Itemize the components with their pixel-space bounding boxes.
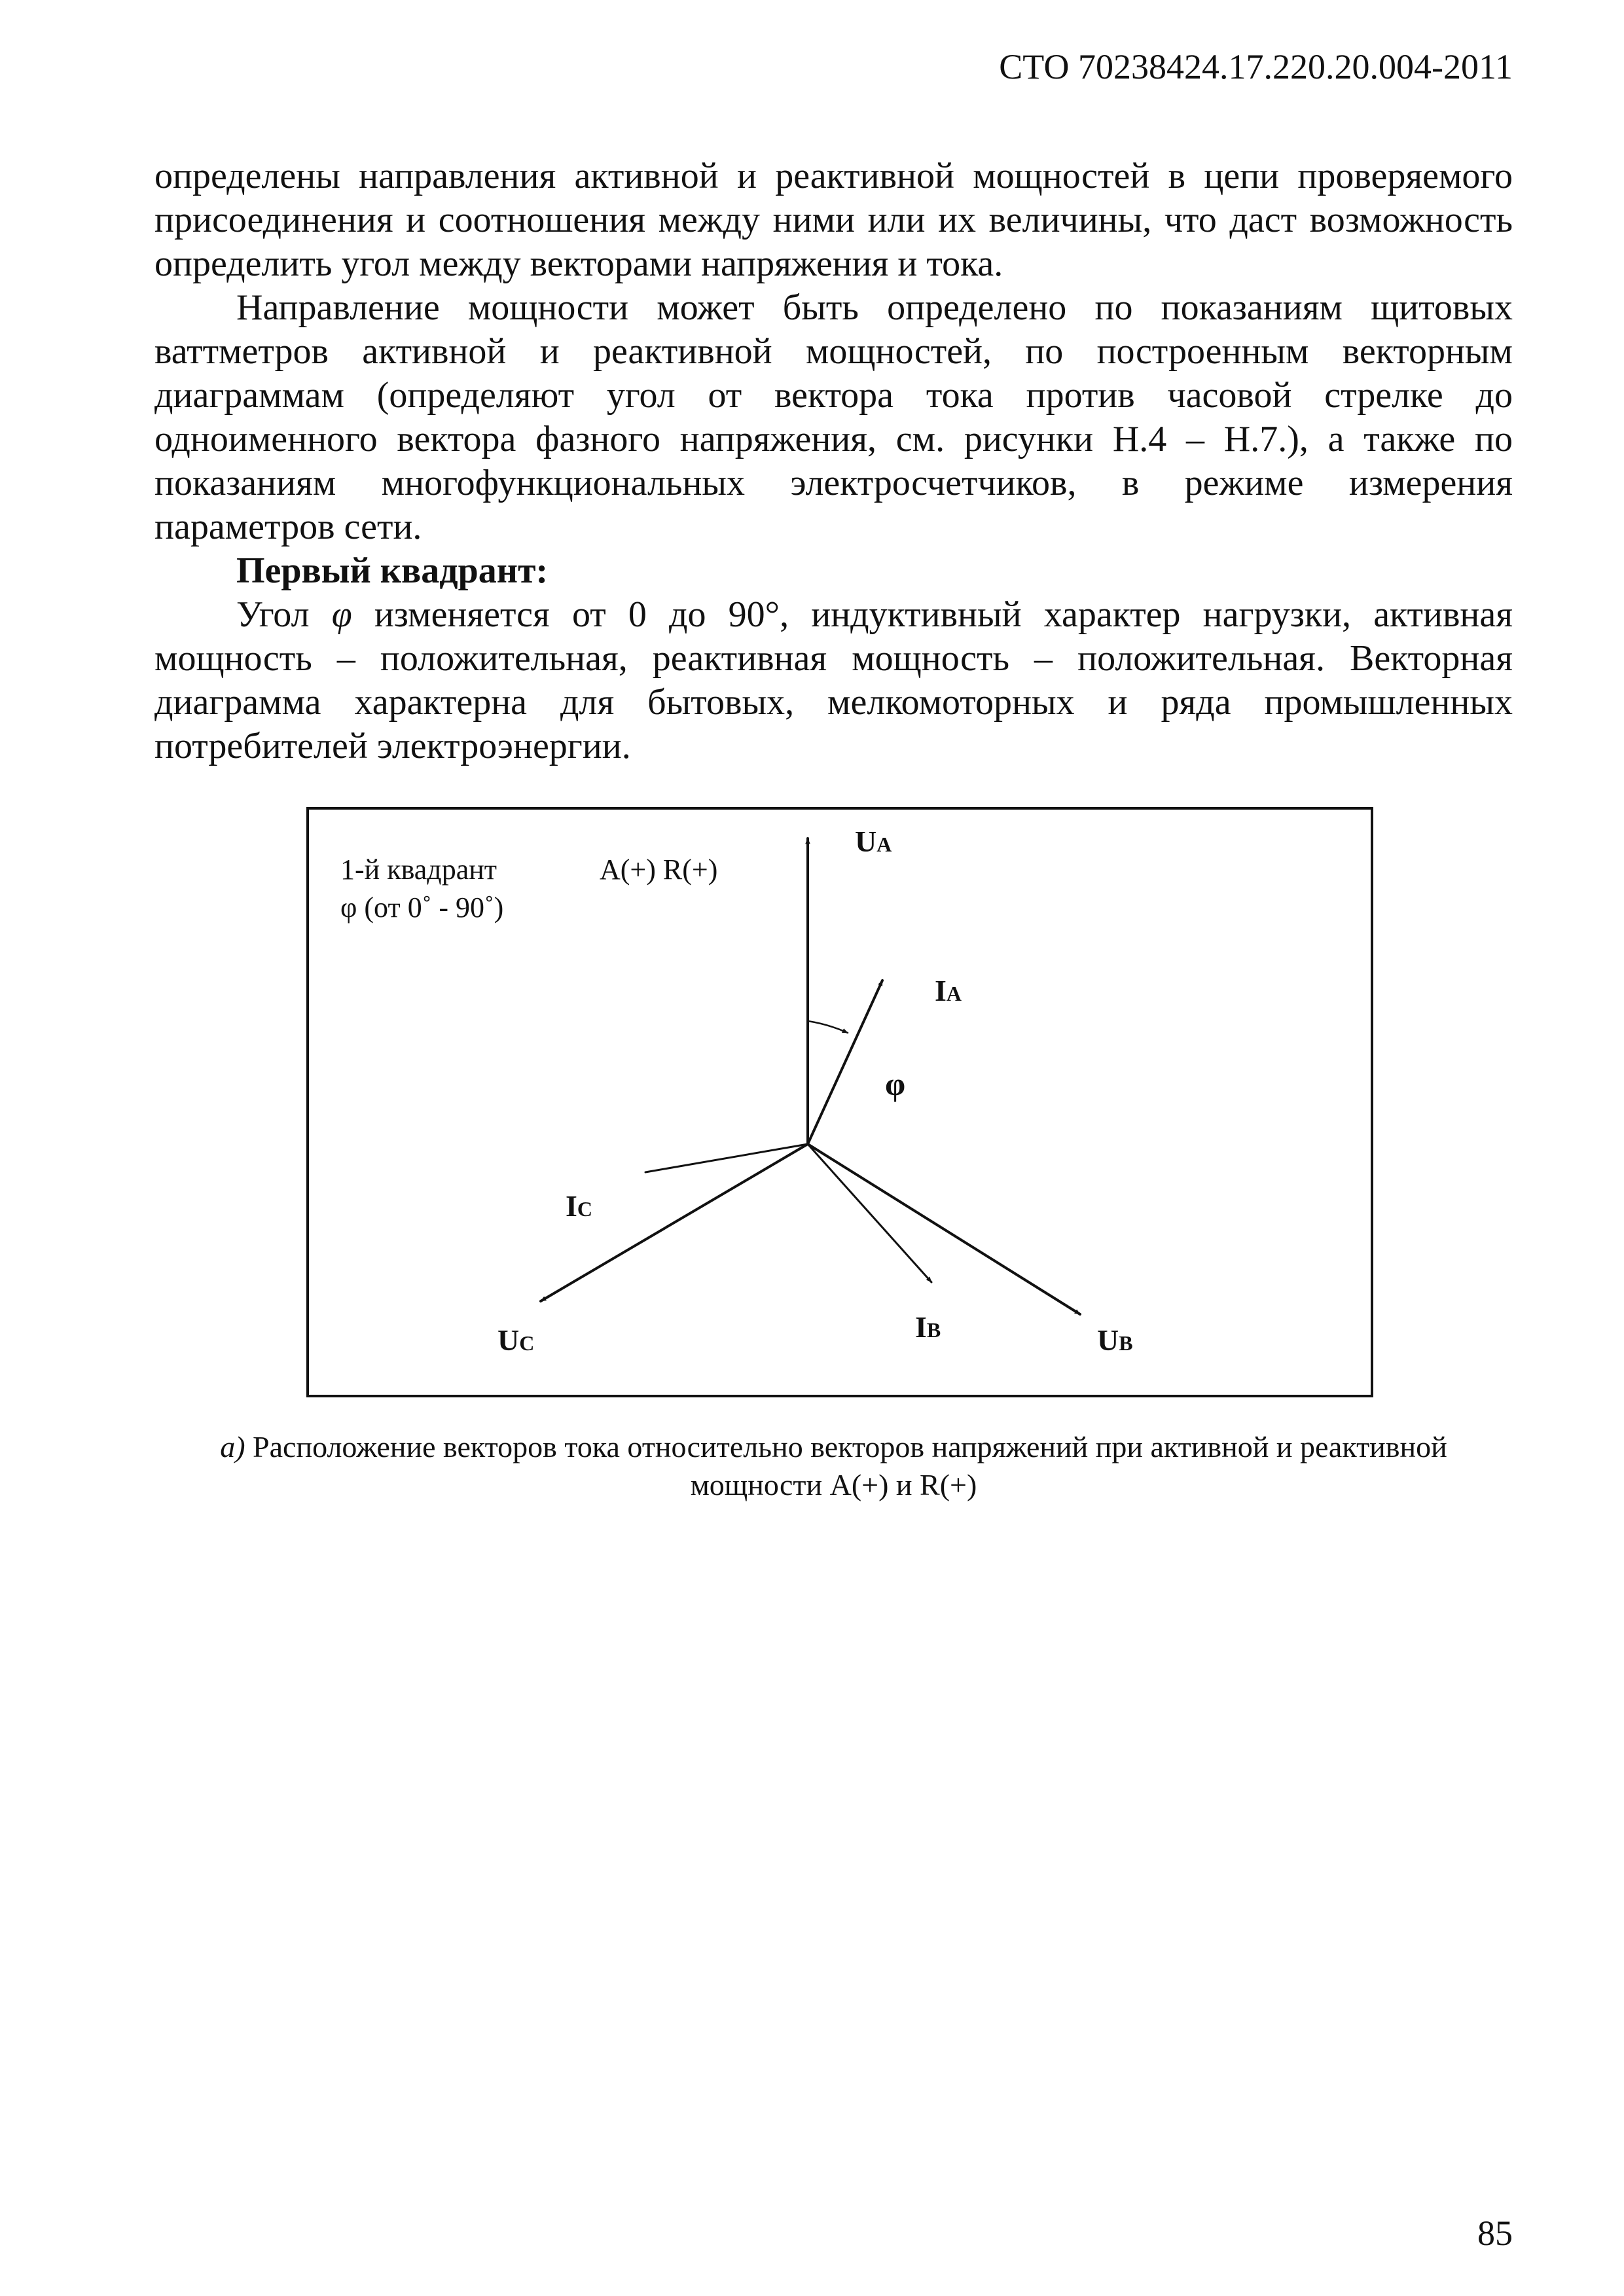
phi-symbol: φ (331, 594, 352, 635)
paragraph-3-start: Угол (236, 594, 332, 635)
label-ua: UA (855, 825, 892, 858)
label-ub: UB (1097, 1323, 1133, 1357)
vector-ia (808, 980, 882, 1144)
vector-diagram (306, 807, 1373, 1397)
vector-ub (808, 1144, 1080, 1314)
caption-letter: а) (220, 1430, 245, 1463)
label-ia: IA (935, 974, 962, 1007)
angle-phi-label: φ (885, 1066, 906, 1102)
power-signs-label: A(+) R(+) (600, 853, 718, 886)
figure-caption (154, 1428, 1513, 1504)
document-code: СТО 70238424.17.220.20.004-2011 (999, 47, 1513, 86)
page-number: 85 (1477, 2214, 1513, 2253)
angle-phi-arc (808, 1021, 848, 1033)
paragraph-2: Направление мощности может быть определено по показаниям щитовых ваттметров активной и реактивной мощностей, по построенным векторным диаграммам (определяют угол от вектора тока против часовой стрелке до одноименного вектора фазного напряжения, см. рисунки Н.4 – Н.7.), а также по показаниям многофункциональных электросчетчиков, в режиме измерения параметров сети. (154, 287, 1513, 547)
section-heading: Первый квадрант: (236, 550, 549, 591)
quadrant-label: 1-й квадрант (340, 853, 497, 886)
label-ic: IC (566, 1189, 593, 1223)
caption-text: Расположение векторов тока относительно векторов напряжений при активной и реактивной мощности A(+) и R(+) (245, 1430, 1447, 1501)
vector-ib (808, 1144, 931, 1282)
paragraph-3 (154, 593, 1513, 768)
label-uc: UC (497, 1323, 535, 1357)
paragraph-3-rest: изменяется от 0 до 90°, индуктивный характер нагрузки, активная мощность – положительная, реактивная мощность – положительная. Векторная диаграмма характерна для бытовых, мелкомоторных и ряда промышленных потребителей электроэнергии. (154, 594, 1513, 766)
body-text (154, 154, 1513, 768)
label-ib: IB (915, 1310, 941, 1344)
phi-range-label: φ (от 0˚ - 90˚) (340, 891, 504, 924)
vector-diagram-svg (306, 807, 1373, 1397)
paragraph-1: определены направления активной и реактивной мощностей в цепи проверяемого присоединения и соотношения между ними или их величины, что даст возможность определить угол между векторами напряжения и тока. (154, 156, 1513, 284)
